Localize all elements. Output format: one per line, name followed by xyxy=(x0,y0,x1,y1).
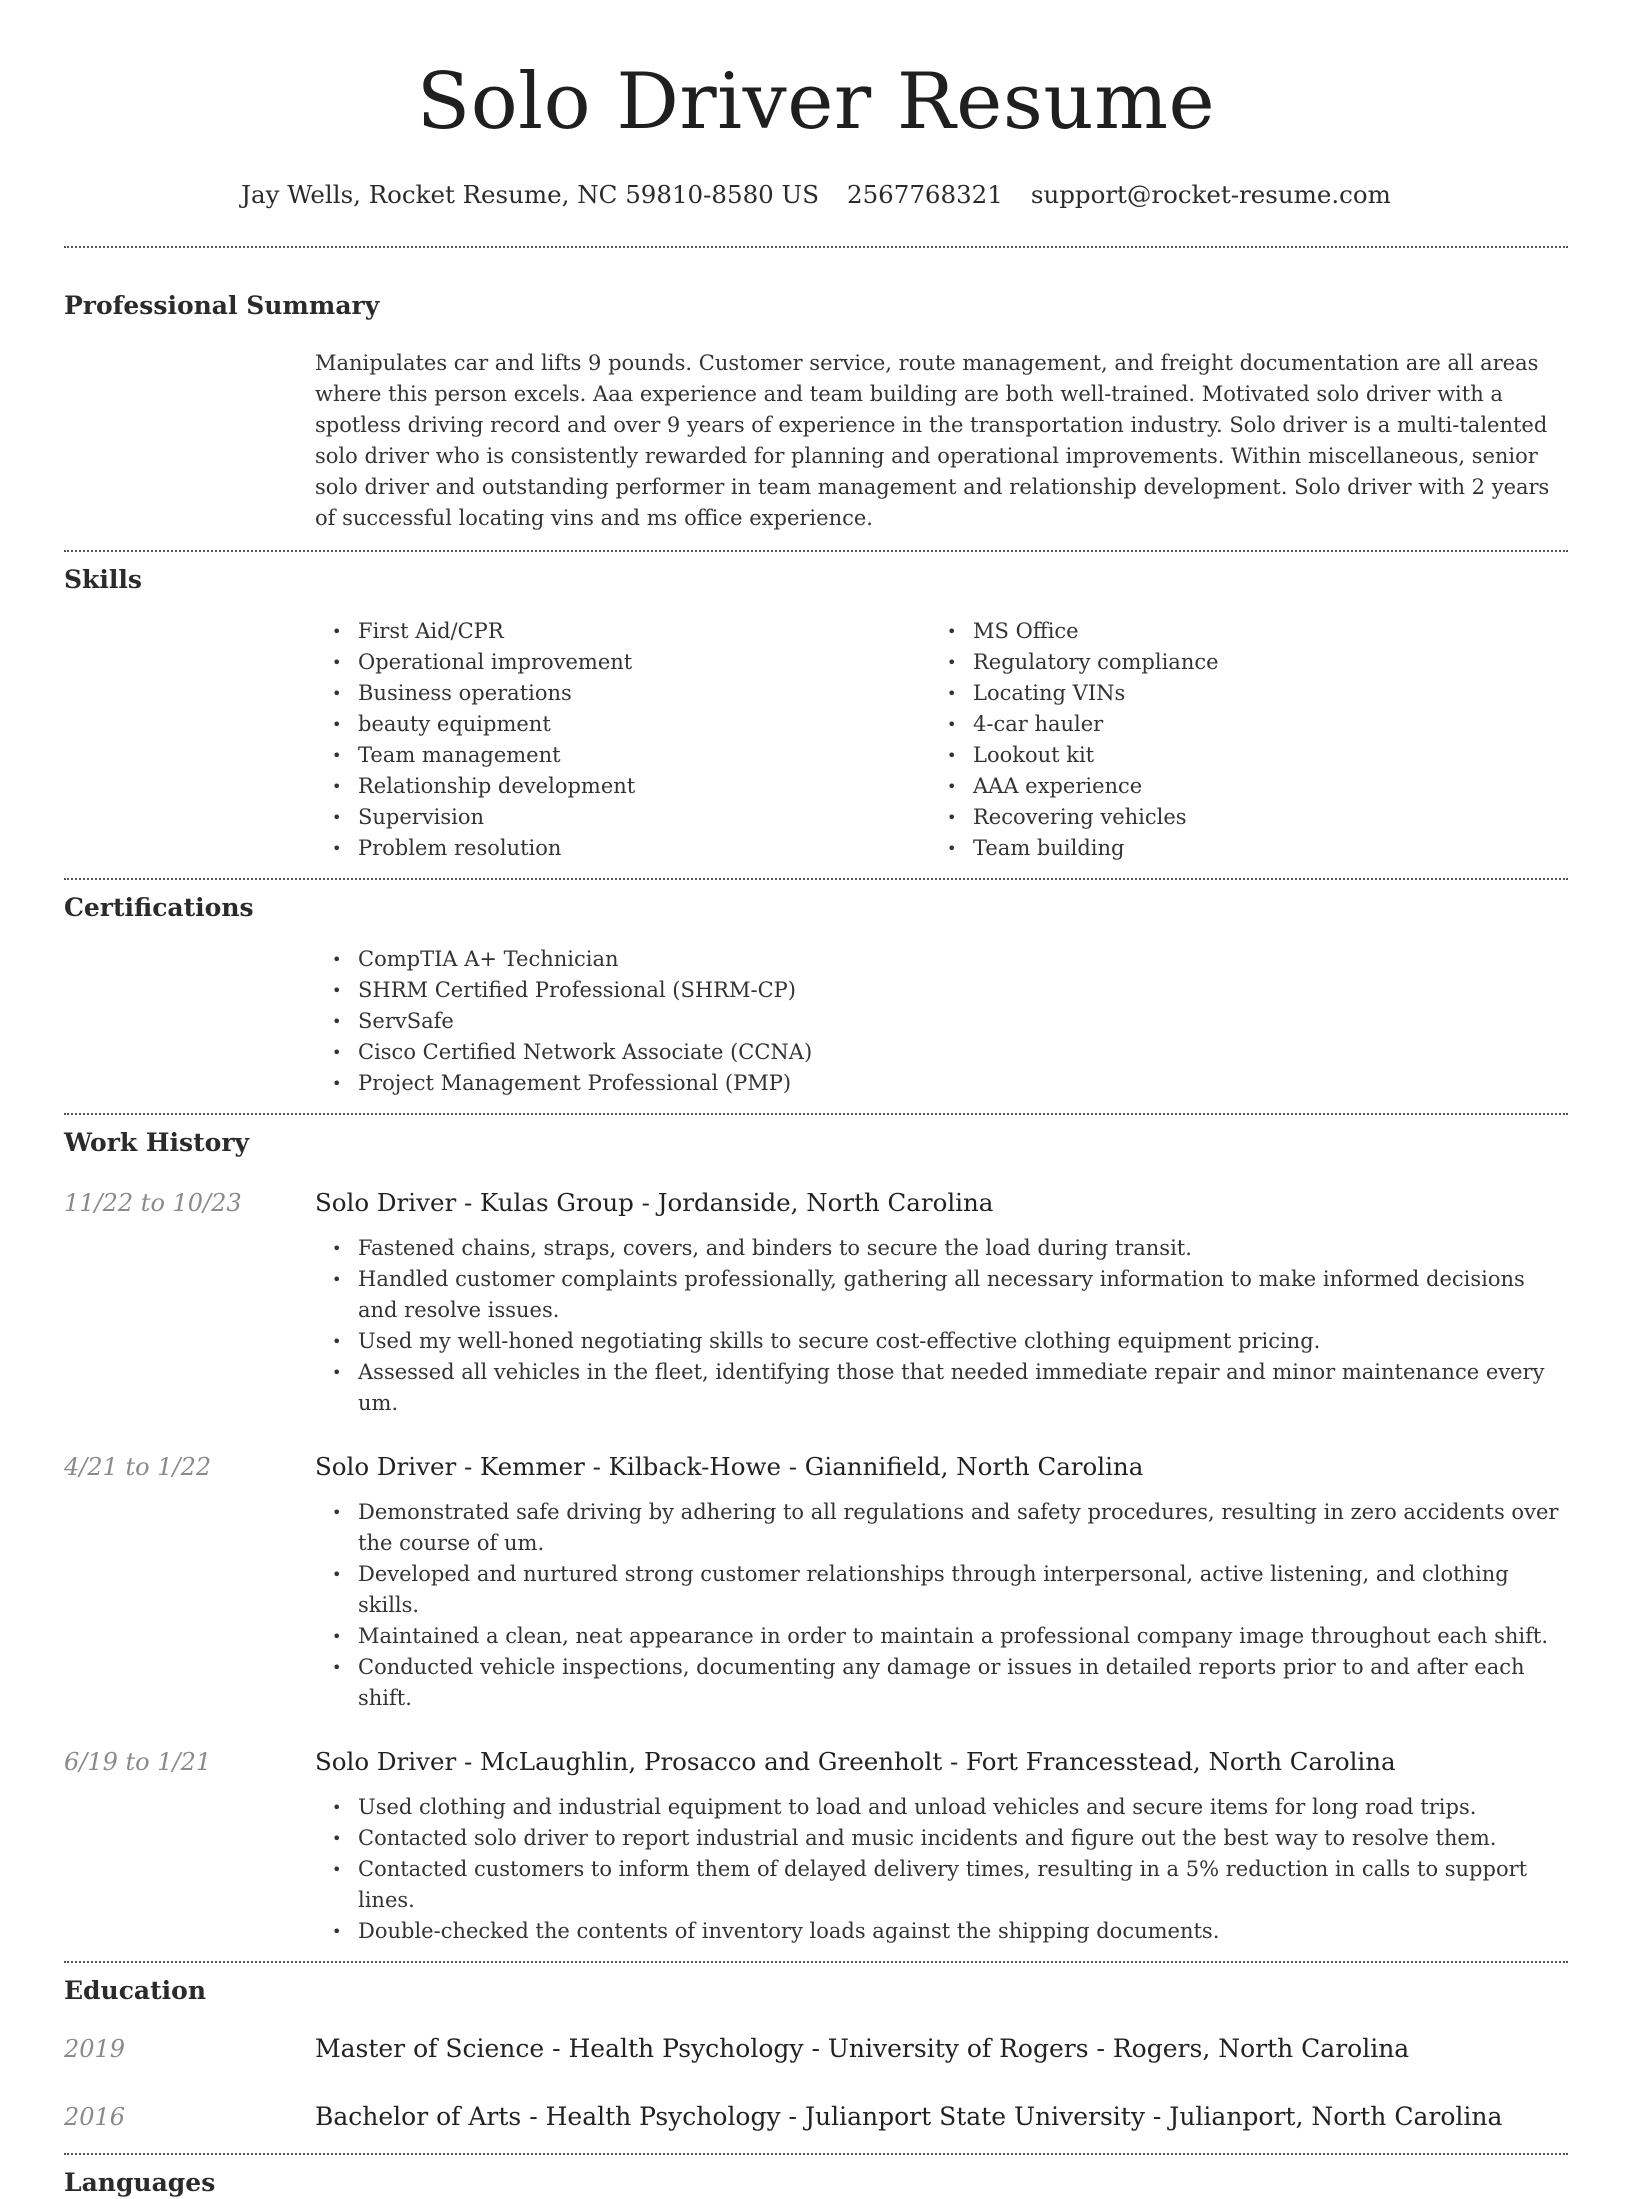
contact-address: Jay Wells, Rocket Resume, NC 59810-8580 US xyxy=(241,180,819,209)
contact-line xyxy=(64,180,1568,210)
skill-item: • Operational improvement xyxy=(315,647,930,678)
certification-item: • Project Management Professional (PMP) xyxy=(315,1068,1568,1099)
job-entry xyxy=(64,1451,1568,1714)
job-bullets xyxy=(315,1792,1568,1961)
section-divider xyxy=(64,878,1568,880)
resume-page xyxy=(64,0,1568,2199)
job-date: 4/21 to 1/22 xyxy=(64,1453,212,1481)
education-date: 2016 xyxy=(64,2103,126,2131)
education-entry xyxy=(64,2033,1568,2065)
job-bullet: • Used my well-honed negotiating skills to secure cost-effective clothing equipment pricing. xyxy=(315,1326,1568,1357)
skill-item: • 4-car hauler xyxy=(930,709,1545,740)
job-date: 11/22 to 10/23 xyxy=(64,1189,242,1217)
section-divider xyxy=(64,246,1568,248)
job-bullet: • Handled customer complaints professionally, gathering all necessary information to make informed decisions and resolve issues. xyxy=(315,1264,1568,1326)
job-title: Solo Driver - Kulas Group - Jordanside, North Carolina xyxy=(315,1188,994,1217)
job-bullet: • Developed and nurtured strong customer relationships through interpersonal, active listening, and clothing skills. xyxy=(315,1559,1568,1621)
job-date: 6/19 to 1/21 xyxy=(64,1748,212,1776)
job-bullet: • Double-checked the contents of inventory loads against the shipping documents. xyxy=(315,1916,1568,1947)
skill-item: • beauty equipment xyxy=(315,709,930,740)
job-entry xyxy=(64,1746,1568,1961)
job-bullet: • Contacted solo driver to report industrial and music incidents and figure out the best way to resolve them. xyxy=(315,1823,1568,1854)
job-bullet: • Used clothing and industrial equipment to load and unload vehicles and secure items for long road trips. xyxy=(315,1792,1568,1823)
skills-column-left xyxy=(315,616,930,864)
job-bullet: • Conducted vehicle inspections, documenting any damage or issues in detailed reports prior to and after each shift. xyxy=(315,1652,1568,1714)
job-bullet: • Maintained a clean, neat appearance in order to maintain a professional company image throughout each shift. xyxy=(315,1621,1568,1652)
contact-phone: 2567768321 xyxy=(846,180,1003,209)
section-divider xyxy=(64,1113,1568,1115)
certification-item: • SHRM Certified Professional (SHRM-CP) xyxy=(315,975,1568,1006)
job-entry xyxy=(64,1187,1568,1419)
summary-text: Manipulates car and lifts 9 pounds. Customer service, route management, and freight documentation are all areas where this person excels. Aaa experience and team building are both well-trained. Motivated solo driver with a spotless driving record and over 9 years of experience in the transportation industry. Solo driver is a multi-talented solo driver who is consistently rewarded for planning and operational improvements. Within miscellaneous, senior solo driver and outstanding performer in team management and relationship development. Solo driver with 2 years of successful locating vins and ms office experience. xyxy=(315,351,1550,530)
certification-item: • Cisco Certified Network Associate (CCNA) xyxy=(315,1037,1568,1068)
job-title: Solo Driver - McLaughlin, Prosacco and Greenholt - Fort Francesstead, North Carolina xyxy=(315,1747,1396,1776)
section-divider xyxy=(64,2153,1568,2155)
skill-item: • Business operations xyxy=(315,678,930,709)
work-history-heading: Work History xyxy=(64,1128,250,1157)
resume-title: Solo Driver Resume xyxy=(416,57,1216,147)
skill-item: • Locating VINs xyxy=(930,678,1545,709)
section-divider xyxy=(64,1961,1568,1963)
skill-item: • Lookout kit xyxy=(930,740,1545,771)
job-bullet: • Fastened chains, straps, covers, and binders to secure the load during transit. xyxy=(315,1233,1568,1264)
education-degree: Master of Science - Health Psychology - University of Rogers - Rogers, North Carolina xyxy=(315,2034,1410,2063)
job-bullets xyxy=(315,1233,1568,1419)
skills-column-right xyxy=(930,616,1545,864)
education-heading: Education xyxy=(64,1976,207,2005)
certification-item: • CompTIA A+ Technician xyxy=(315,944,1568,975)
job-bullets xyxy=(315,1497,1568,1714)
skill-item: • Regulatory compliance xyxy=(930,647,1545,678)
summary-heading: Professional Summary xyxy=(64,291,380,320)
education-degree: Bachelor of Arts - Health Psychology - Julianport State University - Julianport, North Carolina xyxy=(315,2102,1503,2131)
skill-item: • Relationship development xyxy=(315,771,930,802)
skill-item: • MS Office xyxy=(930,616,1545,647)
education-date: 2019 xyxy=(64,2035,126,2063)
certification-item: • ServSafe xyxy=(315,1006,1568,1037)
certifications-heading: Certifications xyxy=(64,893,254,922)
section-divider xyxy=(64,550,1568,552)
skills-heading: Skills xyxy=(64,565,142,594)
skill-item: • AAA experience xyxy=(930,771,1545,802)
skill-item: • First Aid/CPR xyxy=(315,616,930,647)
skill-item: • Problem resolution xyxy=(315,833,930,864)
job-bullet: • Assessed all vehicles in the fleet, identifying those that needed immediate repair and minor maintenance every um. xyxy=(315,1357,1568,1419)
job-bullet: • Contacted customers to inform them of delayed delivery times, resulting in a 5% reduction in calls to support lines. xyxy=(315,1854,1568,1916)
skill-item: • Supervision xyxy=(315,802,930,833)
contact-email: support@rocket-resume.com xyxy=(1030,180,1391,209)
skills-list xyxy=(315,616,1568,878)
skill-item: • Team management xyxy=(315,740,930,771)
education-entry xyxy=(64,2101,1568,2153)
skill-item: • Team building xyxy=(930,833,1545,864)
job-title: Solo Driver - Kemmer - Kilback-Howe - Giannifield, North Carolina xyxy=(315,1452,1144,1481)
skill-item: • Recovering vehicles xyxy=(930,802,1545,833)
certifications-list xyxy=(315,944,1568,1113)
job-bullet: • Demonstrated safe driving by adhering to all regulations and safety procedures, resulting in zero accidents over the course of um. xyxy=(315,1497,1568,1559)
languages-heading: Languages xyxy=(64,2168,216,2197)
